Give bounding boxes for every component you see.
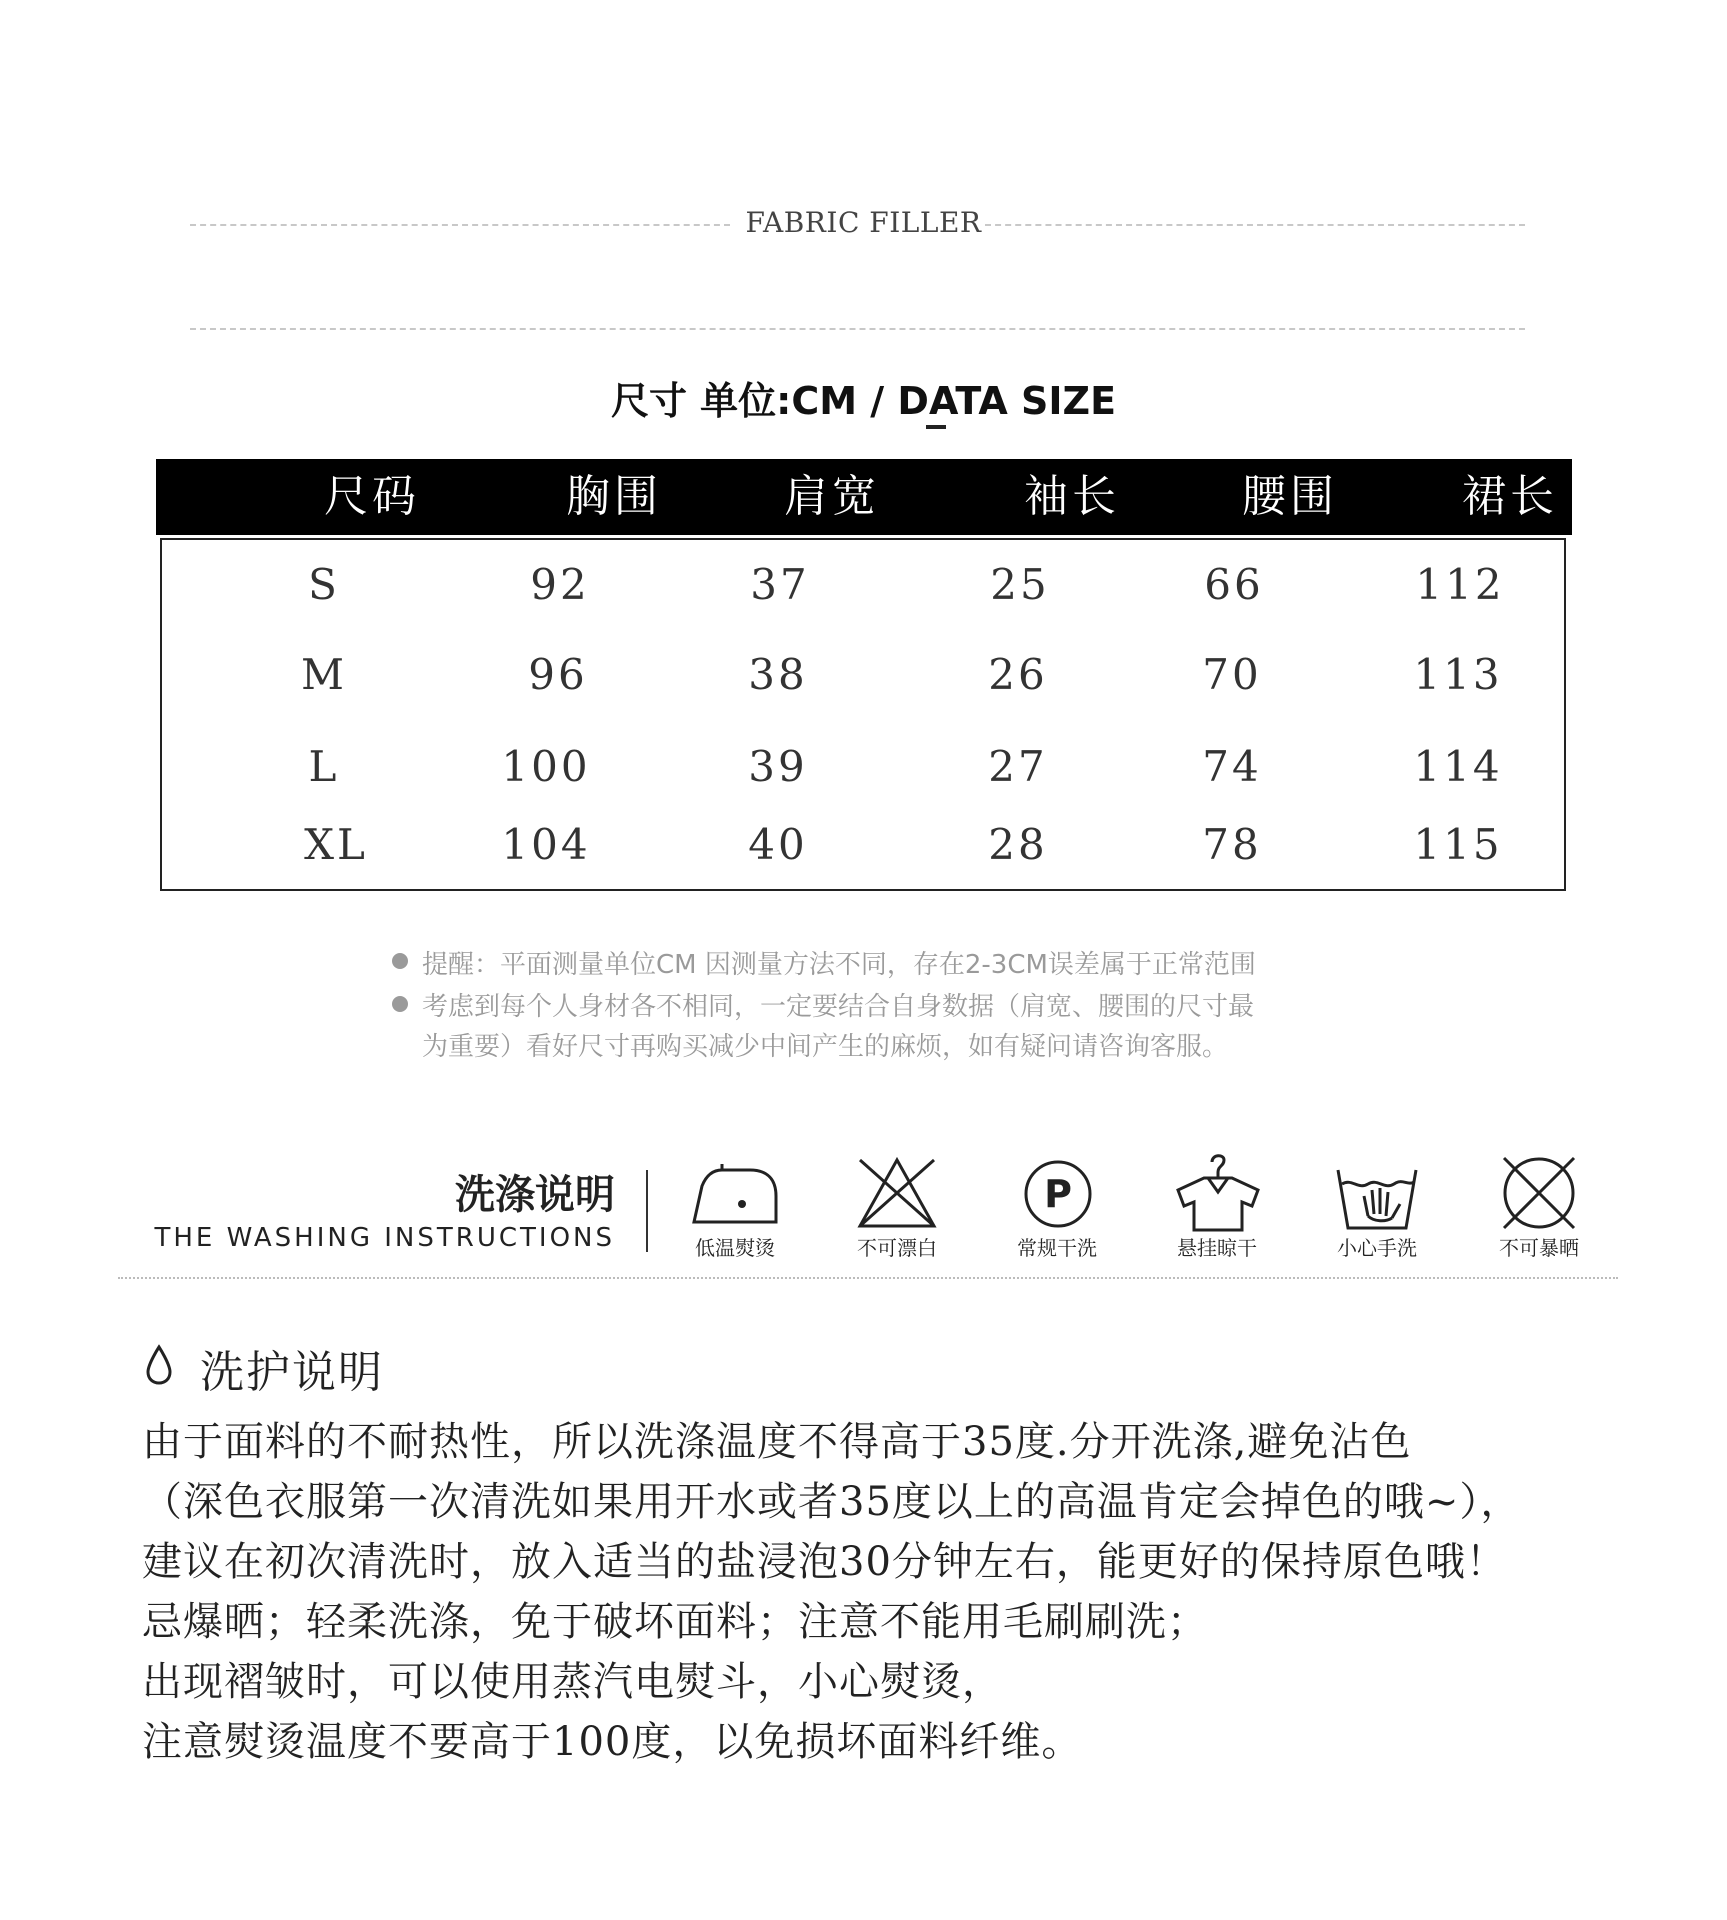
section-label: FABRIC FILLER — [745, 206, 982, 239]
table-cell: 25 — [990, 560, 1050, 609]
table-cell: 114 — [1413, 742, 1503, 791]
washing-title-en: THE WASHING INSTRUCTIONS — [154, 1223, 615, 1253]
dry-clean-icon — [1022, 1158, 1094, 1230]
care-line: 建议在初次清洗时，放入适当的盐浸泡30分钟左右，能更好的保持原色哦！ — [142, 1539, 1507, 1585]
care-line: 出现褶皱时，可以使用蒸汽电熨斗，小心熨烫， — [142, 1659, 1003, 1705]
title-underline-mark — [926, 425, 946, 429]
care-line: （深色衣服第一次清洗如果用开水或者35度以上的高温肯定会掉色的哦~）， — [142, 1479, 1522, 1525]
size-table-header — [156, 459, 1572, 535]
header-sleeve: 袖长 — [1024, 471, 1120, 522]
washing-title-cn: 洗涤说明 — [455, 1172, 615, 1218]
table-cell: 70 — [1202, 650, 1262, 699]
note-bullet — [392, 953, 408, 969]
divider-dotted — [118, 1277, 1618, 1279]
header-chest: 胸围 — [566, 471, 662, 522]
table-cell: S — [308, 560, 340, 609]
note-2-line-2: 为重要）看好尺寸再购买减少中间产生的麻烦，如有疑问请咨询客服。 — [422, 1032, 1229, 1062]
table-cell: 27 — [988, 742, 1048, 791]
table-cell: 28 — [988, 820, 1048, 869]
washing-divider — [646, 1170, 648, 1252]
hand-wash-label: 小心手洗 — [1337, 1236, 1417, 1260]
note-1: 提醒：平面测量单位CM 因测量方法不同，存在2-3CM误差属于正常范围 — [422, 950, 1256, 980]
dry-clean-label: 常规干洗 — [1017, 1236, 1097, 1260]
table-cell: 38 — [748, 650, 808, 699]
no-sun-icon — [1500, 1154, 1578, 1232]
note-bullet — [392, 996, 408, 1012]
header-size: 尺码 — [324, 471, 420, 522]
table-cell: 113 — [1413, 650, 1503, 699]
header-length: 裙长 — [1462, 471, 1558, 522]
table-cell: XL — [304, 820, 368, 869]
table-cell: M — [300, 650, 347, 699]
table-cell: 74 — [1202, 742, 1262, 791]
table-cell: 37 — [750, 560, 810, 609]
table-cell: 92 — [530, 560, 590, 609]
header-shoulder: 肩宽 — [784, 471, 880, 522]
table-cell: 100 — [501, 742, 591, 791]
hand-wash-icon — [1334, 1156, 1420, 1232]
low-temp-iron-icon — [688, 1160, 782, 1230]
table-cell: L — [308, 742, 340, 791]
care-line: 由于面料的不耐热性，所以洗涤温度不得高于35度.分开洗涤,避免沾色 — [142, 1419, 1412, 1465]
table-cell: 115 — [1413, 820, 1503, 869]
divider-dashed-full — [190, 328, 1525, 330]
table-cell: 104 — [501, 820, 591, 869]
hang-dry-icon — [1174, 1148, 1262, 1232]
low-temp-iron-label: 低温熨烫 — [695, 1236, 775, 1260]
care-line: 忌爆晒；轻柔洗涤，免于破坏面料；注意不能用毛刷刷洗； — [142, 1599, 1208, 1645]
header-waist: 腰围 — [1242, 471, 1338, 522]
table-cell: 26 — [988, 650, 1048, 699]
table-cell: 39 — [748, 742, 808, 791]
table-cell: 78 — [1202, 820, 1262, 869]
no-bleach-label: 不可漂白 — [857, 1236, 937, 1260]
care-line: 注意熨烫温度不要高于100度，以免损坏面料纤维。 — [142, 1719, 1083, 1765]
care-title: 洗护说明 — [200, 1347, 384, 1398]
no-sun-label: 不可暴晒 — [1499, 1236, 1579, 1260]
water-drop-icon — [144, 1344, 174, 1386]
size-title: 尺寸 单位:CM / DATA SIZE — [610, 379, 1117, 423]
svg-text:P: P — [1044, 1172, 1072, 1216]
table-cell: 112 — [1415, 560, 1505, 609]
note-2-line-1: 考虑到每个人身材各不相同，一定要结合自身数据（肩宽、腰围的尺寸最 — [422, 992, 1255, 1022]
table-cell: 66 — [1204, 560, 1264, 609]
table-cell: 40 — [748, 820, 808, 869]
table-cell: 96 — [528, 650, 588, 699]
size-table-body — [160, 538, 1566, 891]
no-bleach-icon — [856, 1156, 938, 1230]
hang-dry-label: 悬挂晾干 — [1177, 1236, 1257, 1260]
